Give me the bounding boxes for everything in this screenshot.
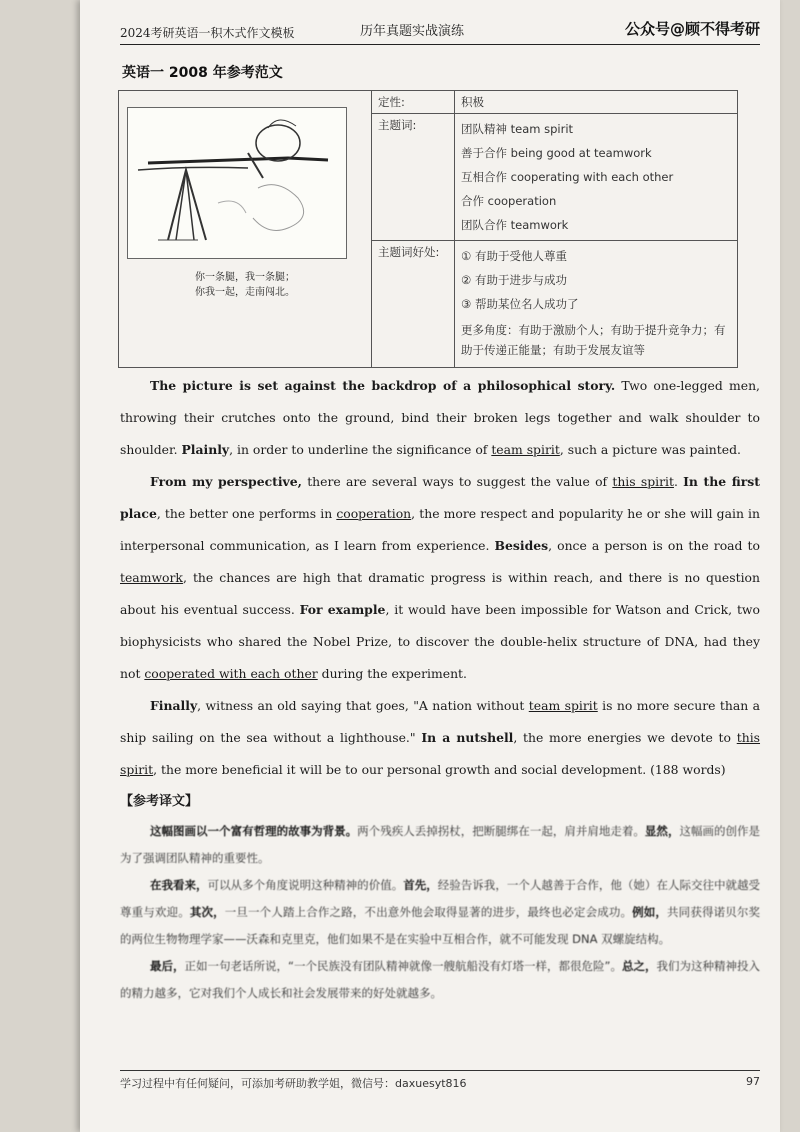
essay-paragraph-1: The picture is set against the backdrop of a philosophical story. Two one-legged men, throwing their crutches onto the ground, bind their broken legs together and walk shoulder to shoulder. Plainly, in order to underline the significance of team spirit, such a picture was painted. — [120, 378, 760, 457]
benefit-item: ② 有助于进步与成功 — [461, 273, 567, 287]
translation-paragraph-2: 在我看来，可以从多个角度说明这种精神的价值。首先，经验告诉我，一个人越善于合作，他（她）在人际交往中就越受尊重与欢迎。其次，一旦一个人踏上合作之路，不出意外他会取得显著的进步，最终也必定会成功。例如，共同获得诺贝尔奖的两位生物物理学家——沃森和克里克，他们如果不是在实验中互相合作，就不可能发现 DNA 双螺旋结构。 — [120, 878, 761, 946]
page-header — [120, 14, 760, 45]
footer-text: 学习过程中有任何疑问，可添加考研助教学姐，微信号：daxuesyt816 — [120, 1077, 467, 1090]
nature-label: 定性: — [372, 91, 455, 114]
translation-heading: 【参考译文】 — [120, 794, 199, 809]
header-right: 公众号@顾不得考研 — [624, 20, 760, 38]
theme-label: 主题词: — [372, 114, 455, 241]
keyword-table — [118, 90, 738, 368]
benefit-item: 更多角度：有助于激励个人；有助于提升竞争力；有助于传递正能量；有助于发展友谊等 — [461, 323, 726, 357]
essay-paragraph-2: From my perspective, there are several ways to suggest the value of this spirit. In the first place, the better one performs in cooperation, the more respect and popularity he or she will gain in interpersonal communication, as I learn from experience. Besides, once a person is on the road to teamwork, the chances are high that dramatic progress is within reach, and there is no question about his eventual success. For example, it would have been impossible for Watson and Crick, two biophysicists who shared the Nobel Prize, to discover the double-helix structure of DNA, had they not cooperated with each other during the experiment. — [120, 474, 761, 681]
essay-paragraph-3: Finally, witness an old saying that goes, "A nation without team spirit is no more secure than a ship sailing on the sea without a lighthouse." In a nutshell, the more energies we devote to this spirit, the more beneficial it will be to our personal growth and social development. (188 words) — [120, 698, 761, 777]
benefit-label: 主题词好处: — [372, 241, 455, 368]
essay-body — [120, 370, 760, 1007]
page-footer — [120, 1070, 760, 1091]
translation-paragraph-3: 最后，正如一句老话所说，“一个民族没有团队精神就像一艘航船没有灯塔一样，都很危险”。总之，我们为这种精神投入的精力越多，它对我们个人成长和社会发展带来的好处就越多。 — [120, 959, 761, 1000]
theme-word: 团队精神 team spirit — [461, 122, 574, 136]
header-left: 2024考研英语一积木式作文模板 — [120, 26, 295, 40]
picture-cell — [119, 91, 372, 368]
section-title: 英语一 2008 年参考范文 — [122, 65, 283, 81]
header-center: 历年真题实战演练 — [360, 24, 465, 39]
theme-word: 互相合作 cooperating with each other — [461, 170, 674, 184]
benefit-item: ③ 帮助某位名人成功了 — [461, 297, 579, 311]
cartoon-illustration — [127, 107, 347, 259]
translation-paragraph-1: 这幅图画以一个富有哲理的故事为背景。两个残疾人丢掉拐杖，把断腿绑在一起，肩并肩地走着。显然，这幅画的创作是为了强调团队精神的重要性。 — [120, 824, 761, 865]
document-page — [80, 0, 780, 1132]
nature-value: 积极 — [455, 91, 738, 114]
picture-caption: 你一条腿，我一条腿； 你我一起，走南闯北。 — [195, 272, 295, 298]
theme-word: 团队合作 teamwork — [461, 218, 569, 232]
benefits — [455, 241, 738, 368]
theme-word: 善于合作 being good at teamwork — [461, 146, 652, 160]
theme-word: 合作 cooperation — [461, 194, 557, 208]
benefit-item: ① 有助于受他人尊重 — [461, 249, 567, 263]
page-number: 97 — [746, 1075, 760, 1088]
theme-words — [455, 114, 738, 241]
